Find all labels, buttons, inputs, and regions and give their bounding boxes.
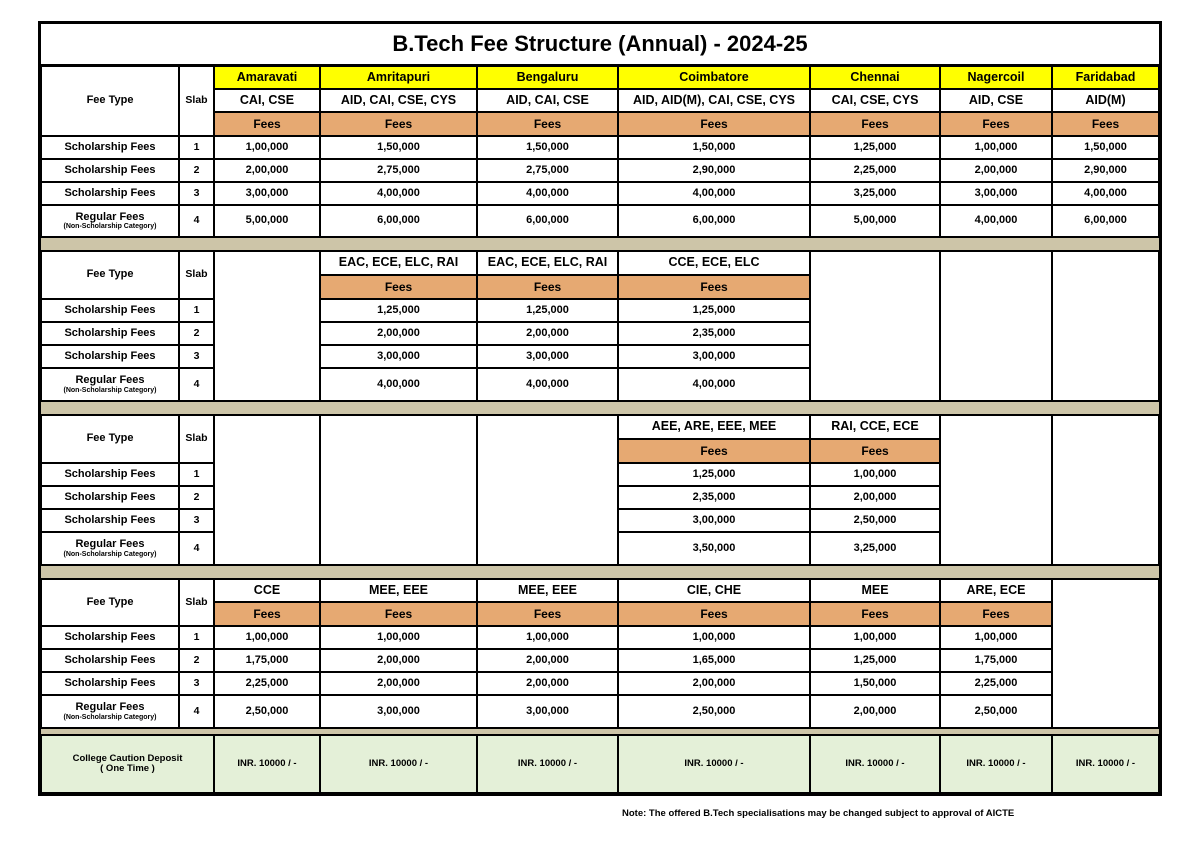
caution-deposit-subtitle: ( One Time ) (100, 763, 155, 774)
fees-header: Fees (214, 602, 320, 626)
fees-header: Fees (810, 112, 940, 136)
regular-fees-sublabel: (Non-Scholarship Category) (63, 386, 157, 394)
empty-campus-block (940, 415, 1052, 565)
fees-header: Fees (320, 602, 477, 626)
specialisation-cell: CCE (214, 579, 320, 602)
campus-header: Bengaluru (477, 66, 618, 89)
fee-value: 2,00,000 (320, 649, 477, 672)
fees-header: Fees (477, 112, 618, 136)
fee-value: 2,25,000 (214, 672, 320, 695)
fee-value: 5,00,000 (810, 205, 940, 237)
fee-value: 3,25,000 (810, 532, 940, 565)
fee-value: 1,75,000 (214, 649, 320, 672)
caution-deposit-value: INR. 10000 / - (320, 735, 477, 793)
specialisation-cell: AID, AID(M), CAI, CSE, CYS (618, 89, 810, 112)
specialisation-cell: EAC, ECE, ELC, RAI (320, 251, 477, 275)
slab-number: 3 (179, 345, 214, 368)
fee-value: 1,00,000 (214, 136, 320, 159)
fee-type-scholarship: Scholarship Fees (41, 463, 179, 486)
campus-header: Nagercoil (940, 66, 1052, 89)
fee-value: 6,00,000 (477, 205, 618, 237)
slab-number: 2 (179, 486, 214, 509)
caution-deposit-label (41, 735, 214, 793)
fee-value: 4,00,000 (618, 182, 810, 205)
fees-header: Fees (477, 275, 618, 299)
fee-value: 2,90,000 (1052, 159, 1159, 182)
specialisation-cell: CAI, CSE (214, 89, 320, 112)
specialisation-cell: AID, CSE (940, 89, 1052, 112)
empty-campus-block (477, 415, 618, 565)
slab-number: 2 (179, 159, 214, 182)
slab-header: Slab (179, 66, 214, 136)
fee-value: 2,00,000 (618, 672, 810, 695)
fees-header: Fees (214, 112, 320, 136)
slab-number: 1 (179, 299, 214, 322)
fee-type-scholarship: Scholarship Fees (41, 345, 179, 368)
fee-value: 2,25,000 (940, 672, 1052, 695)
campus-header: Faridabad (1052, 66, 1159, 89)
empty-campus-block (810, 251, 940, 401)
fee-value: 1,00,000 (940, 626, 1052, 649)
regular-fees-sublabel: (Non-Scholarship Category) (63, 223, 157, 231)
fee-value: 3,25,000 (810, 182, 940, 205)
fee-value: 2,50,000 (618, 695, 810, 728)
fee-type-header: Fee Type (41, 251, 179, 299)
fee-value: 3,00,000 (320, 695, 477, 728)
regular-fees-sublabel: (Non-Scholarship Category) (63, 713, 157, 721)
fee-structure-sheet (38, 21, 1162, 796)
page-title: B.Tech Fee Structure (Annual) - 2024-25 (41, 24, 1159, 66)
slab-number: 4 (179, 532, 214, 565)
caution-deposit-value: INR. 10000 / - (1052, 735, 1159, 793)
specialisation-cell: AID(M) (1052, 89, 1159, 112)
fee-value: 6,00,000 (1052, 205, 1159, 237)
fee-value: 1,00,000 (477, 626, 618, 649)
specialisation-cell: AID, CAI, CSE, CYS (320, 89, 477, 112)
fee-value: 1,25,000 (618, 463, 810, 486)
caution-deposit-value: INR. 10000 / - (940, 735, 1052, 793)
fee-type-scholarship: Scholarship Fees (41, 486, 179, 509)
fee-value: 2,50,000 (940, 695, 1052, 728)
fee-value: 2,75,000 (477, 159, 618, 182)
slab-header: Slab (179, 251, 214, 299)
empty-campus-block (1052, 415, 1159, 565)
caution-deposit-value: INR. 10000 / - (810, 735, 940, 793)
fee-value: 2,35,000 (618, 486, 810, 509)
fee-value: 2,00,000 (477, 672, 618, 695)
caution-deposit-value: INR. 10000 / - (214, 735, 320, 793)
fees-header: Fees (618, 112, 810, 136)
fee-value: 2,00,000 (810, 486, 940, 509)
fee-value: 4,00,000 (477, 368, 618, 401)
specialisation-cell: MEE, EEE (320, 579, 477, 602)
fee-value: 1,50,000 (1052, 136, 1159, 159)
fee-value: 4,00,000 (940, 205, 1052, 237)
fee-value: 2,00,000 (810, 695, 940, 728)
campus-header: Amritapuri (320, 66, 477, 89)
fees-header: Fees (320, 112, 477, 136)
specialisation-cell: AEE, ARE, EEE, MEE (618, 415, 810, 439)
slab-number: 4 (179, 368, 214, 401)
fee-value: 2,00,000 (214, 159, 320, 182)
fee-value: 2,50,000 (810, 509, 940, 532)
fee-value: 1,75,000 (940, 649, 1052, 672)
section-divider (41, 565, 1159, 579)
fee-value: 3,00,000 (477, 345, 618, 368)
fee-value: 5,00,000 (214, 205, 320, 237)
fee-value: 4,00,000 (477, 182, 618, 205)
empty-campus-block (214, 251, 320, 401)
empty-campus-block (320, 415, 477, 565)
fee-type-scholarship: Scholarship Fees (41, 182, 179, 205)
fee-value: 3,00,000 (320, 345, 477, 368)
fee-value: 3,00,000 (618, 345, 810, 368)
regular-fees-label: Regular Fees (75, 210, 145, 223)
fee-value: 4,00,000 (1052, 182, 1159, 205)
fees-header: Fees (940, 602, 1052, 626)
fee-value: 1,00,000 (214, 626, 320, 649)
specialisation-cell: AID, CAI, CSE (477, 89, 618, 112)
fees-header: Fees (618, 602, 810, 626)
fee-value: 2,00,000 (477, 649, 618, 672)
fee-value: 1,25,000 (618, 299, 810, 322)
fees-header: Fees (1052, 112, 1159, 136)
fee-value: 2,00,000 (320, 672, 477, 695)
fee-type-regular (41, 368, 179, 401)
specialisation-cell: EAC, ECE, ELC, RAI (477, 251, 618, 275)
campus-header: Amaravati (214, 66, 320, 89)
fee-type-regular (41, 695, 179, 728)
fee-value: 1,50,000 (477, 136, 618, 159)
fee-value: 1,00,000 (940, 136, 1052, 159)
fee-type-header: Fee Type (41, 66, 179, 136)
fees-header: Fees (810, 439, 940, 463)
fees-header: Fees (618, 439, 810, 463)
fee-value: 1,50,000 (810, 672, 940, 695)
specialisation-cell: RAI, CCE, ECE (810, 415, 940, 439)
fee-value: 3,00,000 (618, 509, 810, 532)
fee-value: 1,50,000 (618, 136, 810, 159)
caution-deposit-value: INR. 10000 / - (618, 735, 810, 793)
slab-number: 2 (179, 649, 214, 672)
fee-value: 2,25,000 (810, 159, 940, 182)
section-divider (41, 728, 1159, 735)
fee-value: 3,00,000 (477, 695, 618, 728)
fee-value: 2,00,000 (940, 159, 1052, 182)
slab-number: 1 (179, 136, 214, 159)
fee-type-scholarship: Scholarship Fees (41, 322, 179, 345)
fee-type-regular (41, 205, 179, 237)
slab-number: 4 (179, 695, 214, 728)
fees-header: Fees (477, 602, 618, 626)
fee-value: 1,25,000 (320, 299, 477, 322)
regular-fees-sublabel: (Non-Scholarship Category) (63, 550, 157, 558)
campus-header: Chennai (810, 66, 940, 89)
specialisation-cell: CAI, CSE, CYS (810, 89, 940, 112)
empty-campus-block (1052, 251, 1159, 401)
slab-number: 1 (179, 626, 214, 649)
fee-value: 3,00,000 (940, 182, 1052, 205)
regular-fees-label: Regular Fees (75, 374, 145, 387)
fee-value: 1,65,000 (618, 649, 810, 672)
footer-note: Note: The offered B.Tech specialisations may be changed subject to approval of AICTE (622, 808, 1015, 819)
fee-type-header: Fee Type (41, 415, 179, 463)
fee-value: 1,00,000 (810, 463, 940, 486)
section-divider (41, 401, 1159, 415)
fee-value: 1,00,000 (810, 626, 940, 649)
fee-value: 1,50,000 (320, 136, 477, 159)
fee-value: 1,25,000 (810, 649, 940, 672)
fee-type-scholarship: Scholarship Fees (41, 509, 179, 532)
fee-type-scholarship: Scholarship Fees (41, 299, 179, 322)
fee-value: 4,00,000 (320, 182, 477, 205)
fees-header: Fees (810, 602, 940, 626)
fee-value: 2,00,000 (477, 322, 618, 345)
caution-deposit-title: College Caution Deposit (72, 753, 183, 765)
empty-campus-block (1052, 579, 1159, 728)
regular-fees-label: Regular Fees (75, 701, 145, 714)
specialisation-cell: ARE, ECE (940, 579, 1052, 602)
slab-header: Slab (179, 415, 214, 463)
empty-campus-block (214, 415, 320, 565)
fee-value: 1,25,000 (477, 299, 618, 322)
empty-campus-block (940, 251, 1052, 401)
specialisation-cell: CIE, CHE (618, 579, 810, 602)
fee-value: 3,50,000 (618, 532, 810, 565)
fee-value: 2,00,000 (320, 322, 477, 345)
slab-number: 4 (179, 205, 214, 237)
campus-header: Coimbatore (618, 66, 810, 89)
slab-number: 3 (179, 672, 214, 695)
fee-value: 1,00,000 (618, 626, 810, 649)
specialisation-cell: MEE (810, 579, 940, 602)
fees-header: Fees (618, 275, 810, 299)
fee-value: 1,25,000 (810, 136, 940, 159)
fee-value: 4,00,000 (618, 368, 810, 401)
slab-header: Slab (179, 579, 214, 626)
fee-value: 3,00,000 (214, 182, 320, 205)
specialisation-cell: CCE, ECE, ELC (618, 251, 810, 275)
fee-type-scholarship: Scholarship Fees (41, 649, 179, 672)
fee-type-regular (41, 532, 179, 565)
fees-header: Fees (940, 112, 1052, 136)
fee-value: 2,90,000 (618, 159, 810, 182)
slab-number: 3 (179, 182, 214, 205)
fee-value: 2,35,000 (618, 322, 810, 345)
fee-type-header: Fee Type (41, 579, 179, 626)
fee-type-scholarship: Scholarship Fees (41, 159, 179, 182)
fee-type-scholarship: Scholarship Fees (41, 626, 179, 649)
fee-value: 2,75,000 (320, 159, 477, 182)
slab-number: 1 (179, 463, 214, 486)
section-divider (41, 237, 1159, 251)
fee-value: 6,00,000 (618, 205, 810, 237)
regular-fees-label: Regular Fees (75, 538, 145, 551)
fee-value: 4,00,000 (320, 368, 477, 401)
specialisation-cell: MEE, EEE (477, 579, 618, 602)
fee-value: 2,50,000 (214, 695, 320, 728)
caution-deposit-value: INR. 10000 / - (477, 735, 618, 793)
fee-type-scholarship: Scholarship Fees (41, 136, 179, 159)
fee-value: 1,00,000 (320, 626, 477, 649)
slab-number: 3 (179, 509, 214, 532)
fees-header: Fees (320, 275, 477, 299)
slab-number: 2 (179, 322, 214, 345)
fee-value: 6,00,000 (320, 205, 477, 237)
fee-type-scholarship: Scholarship Fees (41, 672, 179, 695)
